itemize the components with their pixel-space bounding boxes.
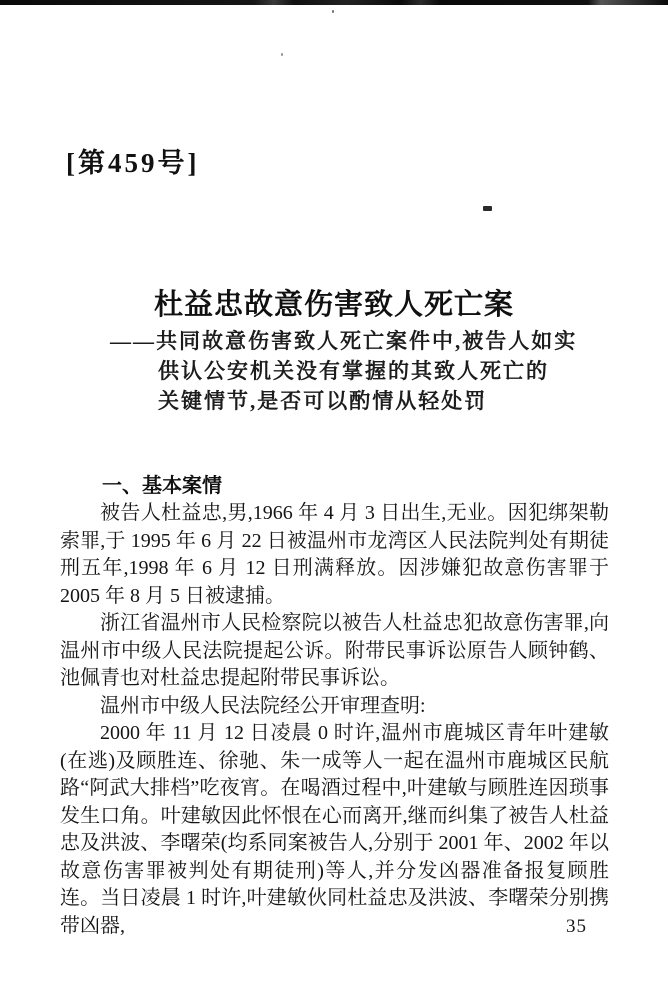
- paragraph-court-finding-intro: 温州市中级人民法院经公开审理查明:: [100, 694, 426, 717]
- document-body: [60, 473, 609, 940]
- paragraph-prosecution: 浙江省温州市人民检察院以被告人杜益忠犯故意伤害罪,向温州市中级人民法院提起公诉。附带民事诉讼原告人顾钟鹤、池佩青也对杜益忠提起附带民事诉讼。: [60, 612, 609, 689]
- scan-speck: [332, 10, 334, 13]
- subtitle-line-3: 关键情节,是否可以酌情从轻处罚: [158, 389, 488, 413]
- subtitle-line-2: 供认公安机关没有掌握的其致人死亡的: [158, 359, 549, 383]
- paragraph-defendant-info: 被告人杜益忠,男,1966 年 4 月 3 日出生,无业。因犯绑架勒索罪,于 1995 年 6 月 22 日被温州市龙湾区人民法院判处有期徒刑五年,1998 年 6 月 12 日刑满释放。因涉嫌犯故意伤害罪于 2005 年 8 月 5 日被逮捕。: [60, 502, 609, 607]
- case-subtitle: [0, 326, 668, 416]
- scan-edge-artifact: [0, 0, 668, 5]
- subtitle-line-1: ——共同故意伤害致人死亡案件中,被告人如实: [110, 329, 578, 353]
- section-heading-basic-facts: 一、基本案情: [102, 475, 222, 497]
- scan-speck: [483, 206, 492, 211]
- paragraph-case-events: 2000 年 11 月 12 日凌晨 0 时许,温州市鹿城区青年叶建敏(在逃)及顾胜连、徐驰、朱一成等人一起在温州市鹿城区民航路“阿武大排档”吃夜宵。在喝酒过程中,叶建敏与顾胜连因琐事发生口角。叶建敏因此怀恨在心而离开,继而纠集了被告人杜益忠及洪波、李曙荣(均系同案被告人,分别于 2001 年、2002 年以故意伤害罪被判处有期徒刑)等人,并分发凶器准备报复顾胜连。当日凌晨 1 时许,叶建敏伙同杜益忠及洪波、李曙荣分别携带凶器,: [60, 722, 609, 937]
- scan-speck: [281, 53, 283, 56]
- page-number: 35: [566, 916, 587, 937]
- case-catalog-number: [第459号]: [66, 148, 200, 178]
- case-title: 杜益忠故意伤害致人死亡案: [153, 289, 514, 321]
